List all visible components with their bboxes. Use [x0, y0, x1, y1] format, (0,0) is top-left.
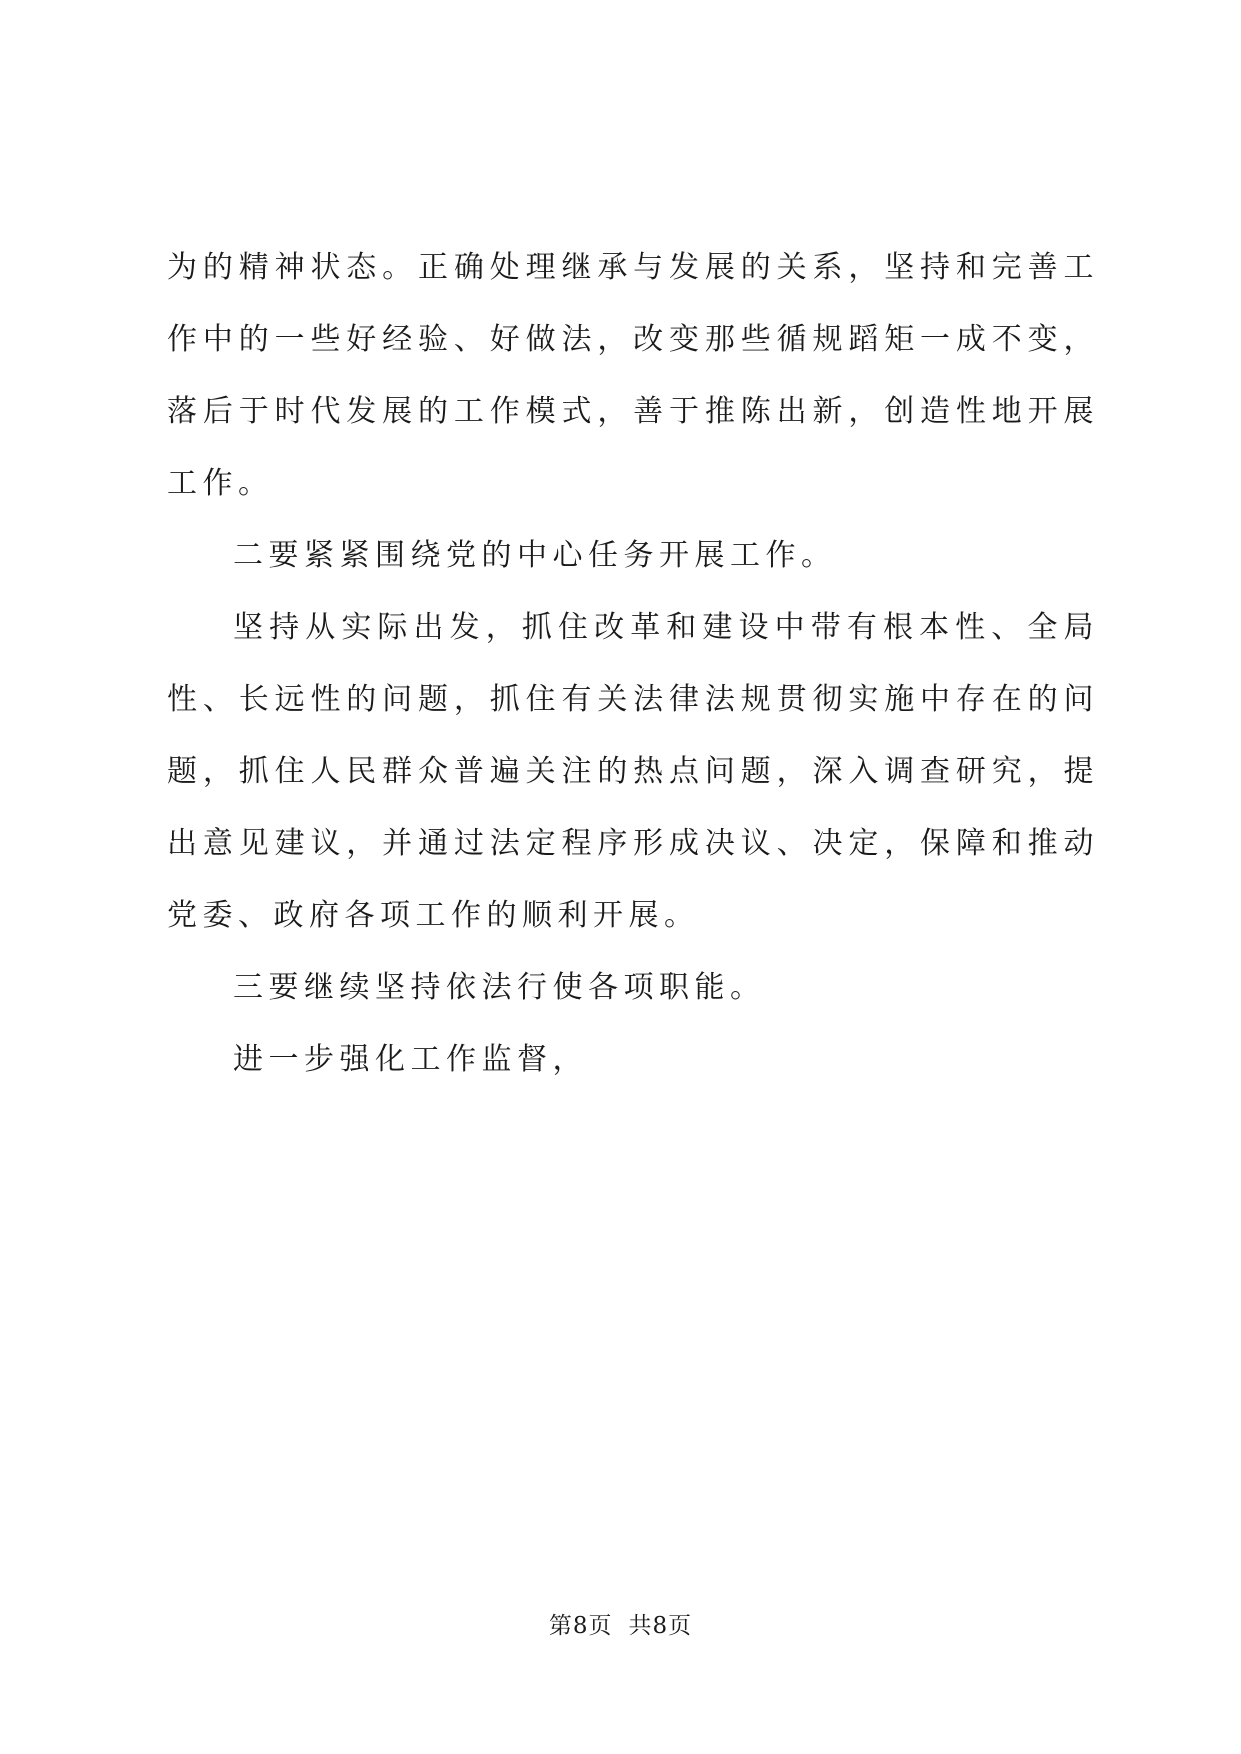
- paragraph-point-two-body: 坚持从实际出发，抓住改革和建设中带有根本性、全局性、长远性的问题，抓住有关法律法规贯彻实施中存在的问题，抓住人民群众普遍关注的热点问题，深入调查研究，提出意见建议，并通过法定程序形成决议、决定，保障和推动党委、政府各项工作的顺利开展。: [167, 610, 1099, 933]
- page-number-current: 第8页: [548, 1613, 613, 1639]
- page-number-total: 共8页: [628, 1613, 693, 1639]
- paragraph-continuation: 为的精神状态。正确处理继承与发展的关系，坚持和完善工作中的一些好经验、好做法，改变那些循规蹈矩一成不变，落后于时代发展的工作模式，善于推陈出新，创造性地开展工作。: [167, 250, 1099, 501]
- page-footer: [0, 1607, 1241, 1640]
- paragraph-point-three-heading: 三要继续坚持依法行使各项职能。: [233, 970, 766, 1005]
- paragraph-point-three-body: 进一步强化工作监督，: [233, 1042, 588, 1077]
- document-body: [167, 232, 1099, 1096]
- paragraph-point-two-heading: 二要紧紧围绕党的中心任务开展工作。: [233, 538, 837, 573]
